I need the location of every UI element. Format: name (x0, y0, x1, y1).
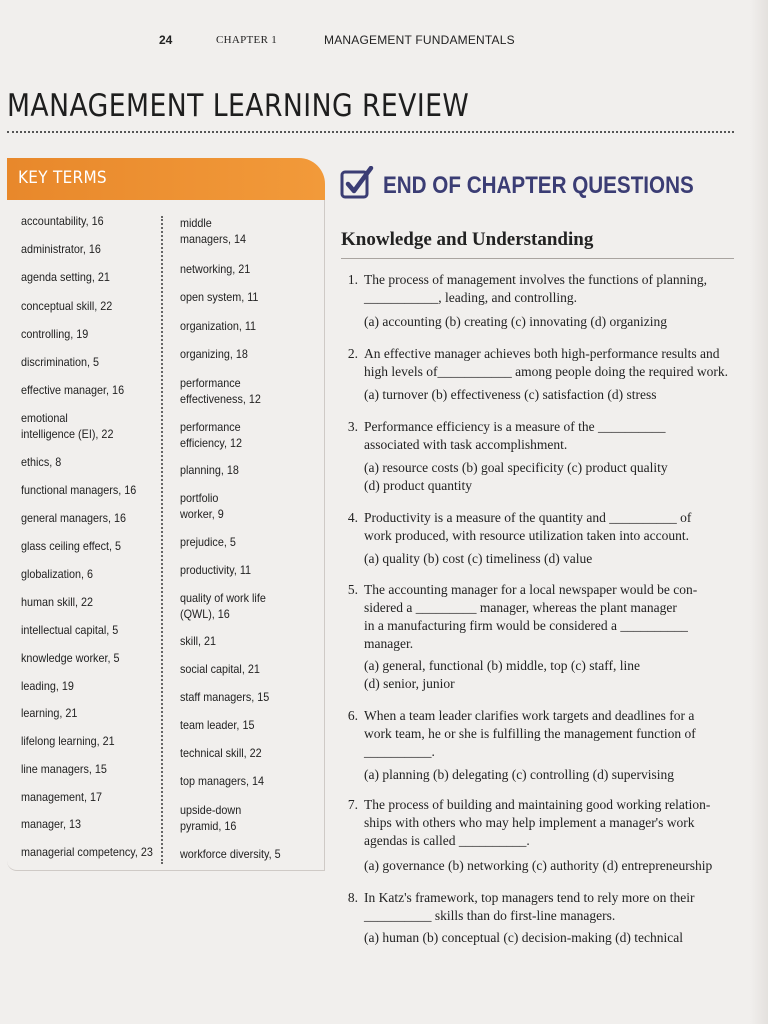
question-text: An effective manager achieves both high-performance results and high levels of___________ among people doing the required work. (364, 346, 729, 379)
key-term: workforce diversity, 5 (180, 847, 281, 861)
key-term: controlling, 19 (21, 327, 89, 341)
question-number: 5. (347, 582, 358, 597)
question-text: In Katz's framework, top managers tend to rely more on their __________ skills than do first-line managers. (364, 890, 695, 923)
key-term: general managers, 16 (21, 511, 127, 525)
key-term: performance effectiveness, 12 (180, 376, 261, 406)
key-term: emotional intelligence (EI), 22 (21, 411, 114, 441)
key-term: globalization, 6 (21, 567, 94, 581)
key-terms-header (7, 158, 325, 200)
key-terms-title: KEY TERMS (18, 168, 107, 188)
question-options: (a) quality (b) cost (c) timeliness (d) value (364, 551, 593, 566)
key-term: conceptual skill, 22 (21, 299, 113, 313)
key-term: prejudice, 5 (180, 535, 236, 549)
key-term: manager, 13 (21, 817, 82, 831)
key-term: upside-down pyramid, 16 (180, 803, 242, 833)
question-number: 6. (347, 708, 358, 723)
key-term: agenda setting, 21 (21, 270, 110, 284)
key-term: organization, 11 (180, 319, 257, 333)
subheading-rule (341, 258, 734, 259)
running-head (0, 33, 768, 49)
key-term: discrimination, 5 (21, 355, 100, 369)
key-term: management, 17 (21, 790, 103, 804)
key-term: leading, 19 (21, 679, 74, 693)
chapter-label: CHAPTER 1 (216, 34, 278, 46)
key-term: effective manager, 16 (21, 383, 125, 397)
page-edge-shadow (750, 0, 768, 1024)
question-options: (a) resource costs (b) goal specificity (c) product quality (d) product quantity (364, 460, 668, 493)
question-text: Productivity is a measure of the quantity and __________ of work produced, with resource utilization taken into account. (364, 510, 692, 543)
question-options: (a) accounting (b) creating (c) innovating (d) organizing (364, 314, 668, 329)
key-terms-column-divider (161, 216, 163, 864)
page-number: 24 (159, 33, 173, 47)
key-term: quality of work life (QWL), 16 (180, 591, 266, 621)
key-term: middle managers, 14 (180, 216, 247, 246)
key-term: human skill, 22 (21, 595, 94, 609)
knowledge-understanding-heading: Knowledge and Understanding (341, 229, 594, 250)
key-term: lifelong learning, 21 (21, 734, 115, 748)
key-term: skill, 21 (180, 634, 217, 648)
key-term: ethics, 8 (21, 455, 62, 469)
question-number: 4. (347, 510, 358, 525)
key-term: performance efficiency, 12 (180, 420, 243, 450)
question-number: 8. (347, 890, 358, 905)
question-text: When a team leader clarifies work targets and deadlines for a work team, he or she is fulfilling the management function of __________. (364, 708, 696, 759)
key-term: top managers, 14 (180, 774, 265, 788)
question-text: The accounting manager for a local newspaper would be con- sidered a _________ manager, whereas the plant manager in a manufacturing firm would be considered a __________ manager. (364, 582, 698, 651)
key-term: managerial competency, 23 (21, 845, 153, 859)
key-term: portfolio worker, 9 (180, 491, 224, 521)
title-divider (7, 131, 734, 133)
end-of-chapter-title: END OF CHAPTER QUESTIONS (383, 172, 694, 199)
question-number: 2. (347, 346, 358, 361)
key-term: glass ceiling effect, 5 (21, 539, 122, 553)
key-term: organizing, 18 (180, 347, 248, 361)
key-term: intellectual capital, 5 (21, 623, 119, 637)
section-label: MANAGEMENT FUNDAMENTALS (324, 33, 515, 47)
key-term: social capital, 21 (180, 662, 260, 676)
key-term: open system, 11 (180, 290, 259, 304)
question-options: (a) governance (b) networking (c) authority (d) entrepreneurship (364, 858, 713, 873)
key-term: networking, 21 (180, 262, 251, 276)
checkbox-icon (340, 166, 374, 200)
key-term: learning, 21 (21, 706, 78, 720)
key-term: productivity, 11 (180, 563, 252, 577)
key-term: team leader, 15 (180, 718, 255, 732)
key-term: staff managers, 15 (180, 690, 270, 704)
question-text: Performance efficiency is a measure of the __________ associated with task accomplishment. (364, 419, 666, 452)
question-text: The process of building and maintaining good working relation- ships with others who may help implement a manager's work agendas is called __________. (364, 797, 711, 848)
key-term: functional managers, 16 (21, 483, 137, 497)
question-options: (a) human (b) conceptual (c) decision-making (d) technical (364, 930, 683, 945)
key-term: administrator, 16 (21, 242, 101, 256)
key-term: line managers, 15 (21, 762, 107, 776)
question-number: 7. (347, 797, 358, 812)
question-text: The process of management involves the functions of planning, ___________, leading, and controlling. (364, 272, 708, 305)
key-term: accountability, 16 (21, 214, 104, 228)
question-number: 3. (347, 419, 358, 434)
question-options: (a) planning (b) delegating (c) controlling (d) supervising (364, 767, 675, 782)
key-term: knowledge worker, 5 (21, 651, 120, 665)
page-title: MANAGEMENT LEARNING REVIEW (7, 88, 470, 124)
question-options: (a) general, functional (b) middle, top (c) staff, line (d) senior, junior (364, 658, 641, 691)
key-term: technical skill, 22 (180, 746, 262, 760)
question-number: 1. (347, 272, 358, 287)
key-term: planning, 18 (180, 463, 239, 477)
question-options: (a) turnover (b) effectiveness (c) satisfaction (d) stress (364, 387, 657, 402)
